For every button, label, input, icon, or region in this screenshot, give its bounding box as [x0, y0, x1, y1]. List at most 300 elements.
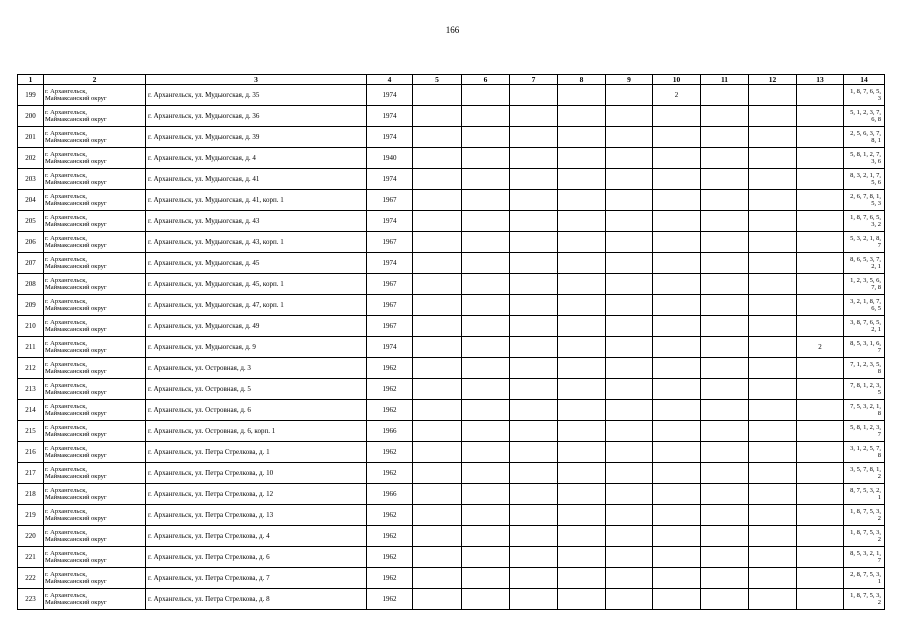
table-row: [18, 400, 885, 421]
col-11-cell: [701, 484, 749, 505]
col-8-cell: [558, 274, 606, 295]
column-header-4: 4: [367, 75, 413, 85]
last-line: 1, 8, 7, 5, 3,: [850, 528, 881, 536]
col-10-cell: [653, 274, 701, 295]
col-5-cell: [413, 505, 462, 526]
col-5-cell: [413, 253, 462, 274]
col-6-cell: [462, 379, 510, 400]
order-cell: [844, 337, 885, 358]
row-number-cell: 206: [18, 232, 44, 253]
district-line: Маймаксанский округ: [45, 452, 107, 459]
col-9-cell: [606, 295, 653, 316]
district-line: г. Архангельск,: [45, 423, 87, 431]
col-11-cell: [701, 379, 749, 400]
address-cell: г. Архангельск, ул. Петра Стрелкова, д. 8: [146, 589, 367, 610]
col-13-cell: [797, 127, 844, 148]
district-line: г. Архангельск,: [45, 528, 87, 536]
col-7-cell: [510, 358, 558, 379]
row-number-cell: 199: [18, 85, 44, 106]
district-line: Маймаксанский округ: [45, 326, 107, 333]
col-12-cell: [749, 316, 797, 337]
order-cell: [844, 211, 885, 232]
col-12-cell: [749, 526, 797, 547]
district-line: г. Архангельск,: [45, 549, 87, 557]
col-7-cell: [510, 463, 558, 484]
year-cell: 1974: [367, 169, 413, 190]
last-line: 7, 8, 1, 2, 3,: [850, 381, 881, 389]
last-line: 5, 6: [871, 179, 881, 186]
col-11-cell: [701, 148, 749, 169]
col-8-cell: [558, 526, 606, 547]
col-9-cell: [606, 568, 653, 589]
col-11-cell: [701, 127, 749, 148]
col-7-cell: [510, 379, 558, 400]
col-13-cell: [797, 526, 844, 547]
district-line: г. Архангельск,: [45, 108, 87, 116]
table-row: [18, 127, 885, 148]
row-number-cell: 203: [18, 169, 44, 190]
col-11-cell: [701, 421, 749, 442]
col-10-cell: [653, 463, 701, 484]
col-7-cell: [510, 421, 558, 442]
district-cell: [44, 442, 146, 463]
last-line: 3, 2: [871, 221, 881, 228]
table-row: [18, 253, 885, 274]
order-cell: [844, 400, 885, 421]
col-9-cell: [606, 169, 653, 190]
col-7-cell: [510, 442, 558, 463]
order-cell: [844, 442, 885, 463]
col-10-cell: [653, 589, 701, 610]
address-cell: г. Архангельск, ул. Островная, д. 6, корп. 1: [146, 421, 367, 442]
row-number-cell: 218: [18, 484, 44, 505]
last-line: 8: [877, 368, 881, 375]
col-8-cell: [558, 358, 606, 379]
col-10-cell: [653, 211, 701, 232]
col-10-cell: [653, 358, 701, 379]
col-11-cell: [701, 85, 749, 106]
col-13-cell: [797, 463, 844, 484]
table-row: [18, 190, 885, 211]
row-number-cell: 207: [18, 253, 44, 274]
address-cell: г. Архангельск, ул. Петра Стрелкова, д. 4: [146, 526, 367, 547]
column-header-14: 14: [844, 75, 885, 85]
address-cell: г. Архангельск, ул. Мудьюгская, д. 41, корп. 1: [146, 190, 367, 211]
col-5-cell: [413, 148, 462, 169]
last-line: 8, 7, 5, 3, 2,: [850, 486, 881, 494]
order-cell: [844, 106, 885, 127]
column-header-11: 11: [701, 75, 749, 85]
row-number-cell: 202: [18, 148, 44, 169]
last-line: 8: [877, 410, 881, 417]
order-cell: [844, 253, 885, 274]
col-5-cell: [413, 211, 462, 232]
col-9-cell: [606, 127, 653, 148]
col-6-cell: [462, 274, 510, 295]
last-line: 3, 8, 7, 6, 5,: [850, 318, 881, 326]
housing-table: [17, 74, 885, 610]
last-line: 7: [877, 431, 881, 438]
last-line: 2: [877, 473, 881, 480]
col-12-cell: [749, 232, 797, 253]
col-7-cell: [510, 211, 558, 232]
col-7-cell: [510, 337, 558, 358]
col-7-cell: [510, 400, 558, 421]
table-row: [18, 232, 885, 253]
col-11-cell: [701, 463, 749, 484]
col-6-cell: [462, 127, 510, 148]
col-11-cell: [701, 547, 749, 568]
col-8-cell: [558, 421, 606, 442]
row-number-cell: 210: [18, 316, 44, 337]
col-9-cell: [606, 442, 653, 463]
col-8-cell: [558, 547, 606, 568]
order-cell: [844, 190, 885, 211]
district-line: Маймаксанский округ: [45, 473, 107, 480]
row-number-cell: 204: [18, 190, 44, 211]
last-line: 5, 1, 2, 3, 7,: [850, 108, 881, 116]
col-8-cell: [558, 232, 606, 253]
col-5-cell: [413, 526, 462, 547]
col-12-cell: [749, 295, 797, 316]
last-line: 8, 5, 3, 2, 1,: [850, 549, 881, 557]
col-10-cell: [653, 337, 701, 358]
district-line: г. Архангельск,: [45, 507, 87, 515]
address-cell: г. Архангельск, ул. Петра Стрелкова, д. 10: [146, 463, 367, 484]
col-6-cell: [462, 211, 510, 232]
order-cell: [844, 169, 885, 190]
col-12-cell: [749, 421, 797, 442]
col-12-cell: [749, 505, 797, 526]
district-line: г. Архангельск,: [45, 591, 87, 599]
order-cell: [844, 316, 885, 337]
last-line: 7: [877, 557, 881, 564]
column-header-2: 2: [44, 75, 146, 85]
col-10-cell: 2: [653, 85, 701, 106]
table-row: [18, 295, 885, 316]
col-6-cell: [462, 421, 510, 442]
year-cell: 1940: [367, 148, 413, 169]
order-cell: [844, 232, 885, 253]
last-line: 1, 2, 3, 5, 6,: [850, 276, 881, 284]
district-line: г. Архангельск,: [45, 171, 87, 179]
column-header-3: 3: [146, 75, 367, 85]
col-6-cell: [462, 526, 510, 547]
district-line: г. Архангельск,: [45, 381, 87, 389]
col-8-cell: [558, 379, 606, 400]
col-12-cell: [749, 484, 797, 505]
year-cell: 1962: [367, 526, 413, 547]
col-7-cell: [510, 148, 558, 169]
col-13-cell: [797, 400, 844, 421]
address-cell: г. Архангельск, ул. Мудьюгская, д. 47, корп. 1: [146, 295, 367, 316]
address-cell: г. Архангельск, ул. Мудьюгская, д. 45, корп. 1: [146, 274, 367, 295]
district-line: Маймаксанский округ: [45, 158, 107, 165]
col-10-cell: [653, 505, 701, 526]
col-13-cell: 2: [797, 337, 844, 358]
year-cell: 1967: [367, 190, 413, 211]
col-9-cell: [606, 253, 653, 274]
col-10-cell: [653, 526, 701, 547]
last-line: 5, 3, 2, 1, 8,: [850, 234, 881, 242]
col-9-cell: [606, 505, 653, 526]
col-5-cell: [413, 400, 462, 421]
col-5-cell: [413, 316, 462, 337]
col-5-cell: [413, 379, 462, 400]
col-8-cell: [558, 400, 606, 421]
col-9-cell: [606, 274, 653, 295]
row-number-cell: 216: [18, 442, 44, 463]
district-line: Маймаксанский округ: [45, 179, 107, 186]
order-cell: [844, 379, 885, 400]
year-cell: 1974: [367, 85, 413, 106]
col-9-cell: [606, 421, 653, 442]
col-9-cell: [606, 232, 653, 253]
last-line: 2: [877, 599, 881, 606]
year-cell: 1962: [367, 379, 413, 400]
col-12-cell: [749, 568, 797, 589]
district-line: Маймаксанский округ: [45, 305, 107, 312]
table-row: [18, 421, 885, 442]
col-12-cell: [749, 253, 797, 274]
address-cell: г. Архангельск, ул. Мудьюгская, д. 35: [146, 85, 367, 106]
district-line: г. Архангельск,: [45, 129, 87, 137]
district-cell: [44, 400, 146, 421]
row-number-cell: 222: [18, 568, 44, 589]
last-line: 7, 5, 3, 2, 1,: [850, 402, 881, 410]
year-cell: 1962: [367, 547, 413, 568]
col-5-cell: [413, 442, 462, 463]
col-12-cell: [749, 589, 797, 610]
year-cell: 1974: [367, 127, 413, 148]
col-6-cell: [462, 295, 510, 316]
col-13-cell: [797, 274, 844, 295]
col-8-cell: [558, 442, 606, 463]
district-line: г. Архангельск,: [45, 318, 87, 326]
col-7-cell: [510, 568, 558, 589]
col-13-cell: [797, 148, 844, 169]
year-cell: 1962: [367, 463, 413, 484]
order-cell: [844, 127, 885, 148]
row-number-cell: 201: [18, 127, 44, 148]
district-cell: [44, 421, 146, 442]
district-cell: [44, 127, 146, 148]
last-line: 5, 8, 1, 2, 7,: [850, 150, 881, 158]
col-7-cell: [510, 190, 558, 211]
col-7-cell: [510, 85, 558, 106]
order-cell: [844, 505, 885, 526]
col-11-cell: [701, 337, 749, 358]
col-10-cell: [653, 232, 701, 253]
table-row: [18, 148, 885, 169]
last-line: 6, 5: [871, 305, 881, 312]
last-line: 1: [877, 578, 881, 585]
district-cell: [44, 190, 146, 211]
col-13-cell: [797, 358, 844, 379]
last-line: 1, 8, 7, 5, 3,: [850, 591, 881, 599]
year-cell: 1962: [367, 505, 413, 526]
col-6-cell: [462, 505, 510, 526]
district-cell: [44, 274, 146, 295]
district-cell: [44, 547, 146, 568]
col-8-cell: [558, 589, 606, 610]
last-line: 1, 8, 7, 5, 3,: [850, 507, 881, 515]
order-cell: [844, 568, 885, 589]
row-number-cell: 208: [18, 274, 44, 295]
district-line: Маймаксанский округ: [45, 515, 107, 522]
col-8-cell: [558, 85, 606, 106]
col-13-cell: [797, 106, 844, 127]
table-row: [18, 526, 885, 547]
col-12-cell: [749, 274, 797, 295]
col-6-cell: [462, 253, 510, 274]
col-9-cell: [606, 526, 653, 547]
col-11-cell: [701, 211, 749, 232]
col-13-cell: [797, 421, 844, 442]
col-11-cell: [701, 400, 749, 421]
col-6-cell: [462, 169, 510, 190]
last-line: 2, 6, 7, 8, 1,: [850, 192, 881, 200]
last-line: 2, 8, 7, 5, 3,: [850, 570, 881, 578]
order-cell: [844, 85, 885, 106]
col-5-cell: [413, 463, 462, 484]
year-cell: 1962: [367, 400, 413, 421]
district-line: г. Архангельск,: [45, 486, 87, 494]
col-6-cell: [462, 484, 510, 505]
table-row: [18, 274, 885, 295]
col-5-cell: [413, 568, 462, 589]
col-5-cell: [413, 232, 462, 253]
row-number-cell: 214: [18, 400, 44, 421]
district-cell: [44, 232, 146, 253]
address-cell: г. Архангельск, ул. Мудьюгская, д. 45: [146, 253, 367, 274]
last-line: 3, 1, 2, 5, 7,: [850, 444, 881, 452]
row-number-cell: 212: [18, 358, 44, 379]
year-cell: 1967: [367, 274, 413, 295]
address-cell: г. Архангельск, ул. Островная, д. 6: [146, 400, 367, 421]
col-5-cell: [413, 484, 462, 505]
last-line: 3, 5, 7, 8, 1,: [850, 465, 881, 473]
district-cell: [44, 211, 146, 232]
year-cell: 1974: [367, 253, 413, 274]
district-line: Маймаксанский округ: [45, 116, 107, 123]
row-number-cell: 209: [18, 295, 44, 316]
col-13-cell: [797, 505, 844, 526]
col-11-cell: [701, 358, 749, 379]
col-10-cell: [653, 169, 701, 190]
col-7-cell: [510, 295, 558, 316]
col-10-cell: [653, 547, 701, 568]
district-cell: [44, 106, 146, 127]
district-line: Маймаксанский округ: [45, 200, 107, 207]
col-13-cell: [797, 484, 844, 505]
col-11-cell: [701, 568, 749, 589]
col-9-cell: [606, 463, 653, 484]
col-9-cell: [606, 358, 653, 379]
col-6-cell: [462, 442, 510, 463]
col-5-cell: [413, 337, 462, 358]
col-8-cell: [558, 106, 606, 127]
district-cell: [44, 379, 146, 400]
district-cell: [44, 568, 146, 589]
col-12-cell: [749, 211, 797, 232]
col-11-cell: [701, 190, 749, 211]
column-header-12: 12: [749, 75, 797, 85]
district-line: г. Архангельск,: [45, 192, 87, 200]
district-line: Маймаксанский округ: [45, 410, 107, 417]
district-line: Маймаксанский округ: [45, 95, 107, 102]
col-6-cell: [462, 463, 510, 484]
col-11-cell: [701, 316, 749, 337]
last-line: 3, 6: [871, 158, 881, 165]
col-10-cell: [653, 316, 701, 337]
table-row: [18, 589, 885, 610]
last-line: 8, 3, 2, 1, 7,: [850, 171, 881, 179]
last-line: 8, 1: [871, 137, 881, 144]
col-12-cell: [749, 169, 797, 190]
order-cell: [844, 358, 885, 379]
address-cell: г. Архангельск, ул. Мудьюгская, д. 9: [146, 337, 367, 358]
page-number: 166: [445, 25, 460, 35]
last-line: 2: [877, 536, 881, 543]
last-line: 6, 8: [871, 116, 881, 123]
row-number-cell: 221: [18, 547, 44, 568]
col-9-cell: [606, 85, 653, 106]
col-6-cell: [462, 148, 510, 169]
col-6-cell: [462, 337, 510, 358]
last-line: 1: [877, 494, 881, 501]
col-8-cell: [558, 169, 606, 190]
district-line: Маймаксанский округ: [45, 389, 107, 396]
table-row: [18, 169, 885, 190]
table-row: [18, 106, 885, 127]
district-line: Маймаксанский округ: [45, 536, 107, 543]
district-cell: [44, 316, 146, 337]
col-6-cell: [462, 400, 510, 421]
row-number-cell: 217: [18, 463, 44, 484]
district-line: г. Архангельск,: [45, 150, 87, 158]
col-10-cell: [653, 484, 701, 505]
address-cell: г. Архангельск, ул. Островная, д. 3: [146, 358, 367, 379]
last-line: 3: [877, 95, 881, 102]
order-cell: [844, 547, 885, 568]
district-cell: [44, 295, 146, 316]
address-cell: г. Архангельск, ул. Мудьюгская, д. 36: [146, 106, 367, 127]
district-line: г. Архангельск,: [45, 402, 87, 410]
col-9-cell: [606, 316, 653, 337]
order-cell: [844, 526, 885, 547]
col-8-cell: [558, 190, 606, 211]
year-cell: 1974: [367, 337, 413, 358]
district-line: г. Архангельск,: [45, 570, 87, 578]
address-cell: г. Архангельск, ул. Мудьюгская, д. 43, корп. 1: [146, 232, 367, 253]
col-9-cell: [606, 148, 653, 169]
address-cell: г. Архангельск, ул. Мудьюгская, д. 4: [146, 148, 367, 169]
row-number-cell: 205: [18, 211, 44, 232]
col-10-cell: [653, 253, 701, 274]
col-10-cell: [653, 442, 701, 463]
row-number-cell: 200: [18, 106, 44, 127]
col-5-cell: [413, 295, 462, 316]
col-7-cell: [510, 547, 558, 568]
col-11-cell: [701, 106, 749, 127]
table-row: [18, 568, 885, 589]
col-8-cell: [558, 316, 606, 337]
district-cell: [44, 358, 146, 379]
col-6-cell: [462, 568, 510, 589]
col-7-cell: [510, 526, 558, 547]
district-line: Маймаксанский округ: [45, 347, 107, 354]
